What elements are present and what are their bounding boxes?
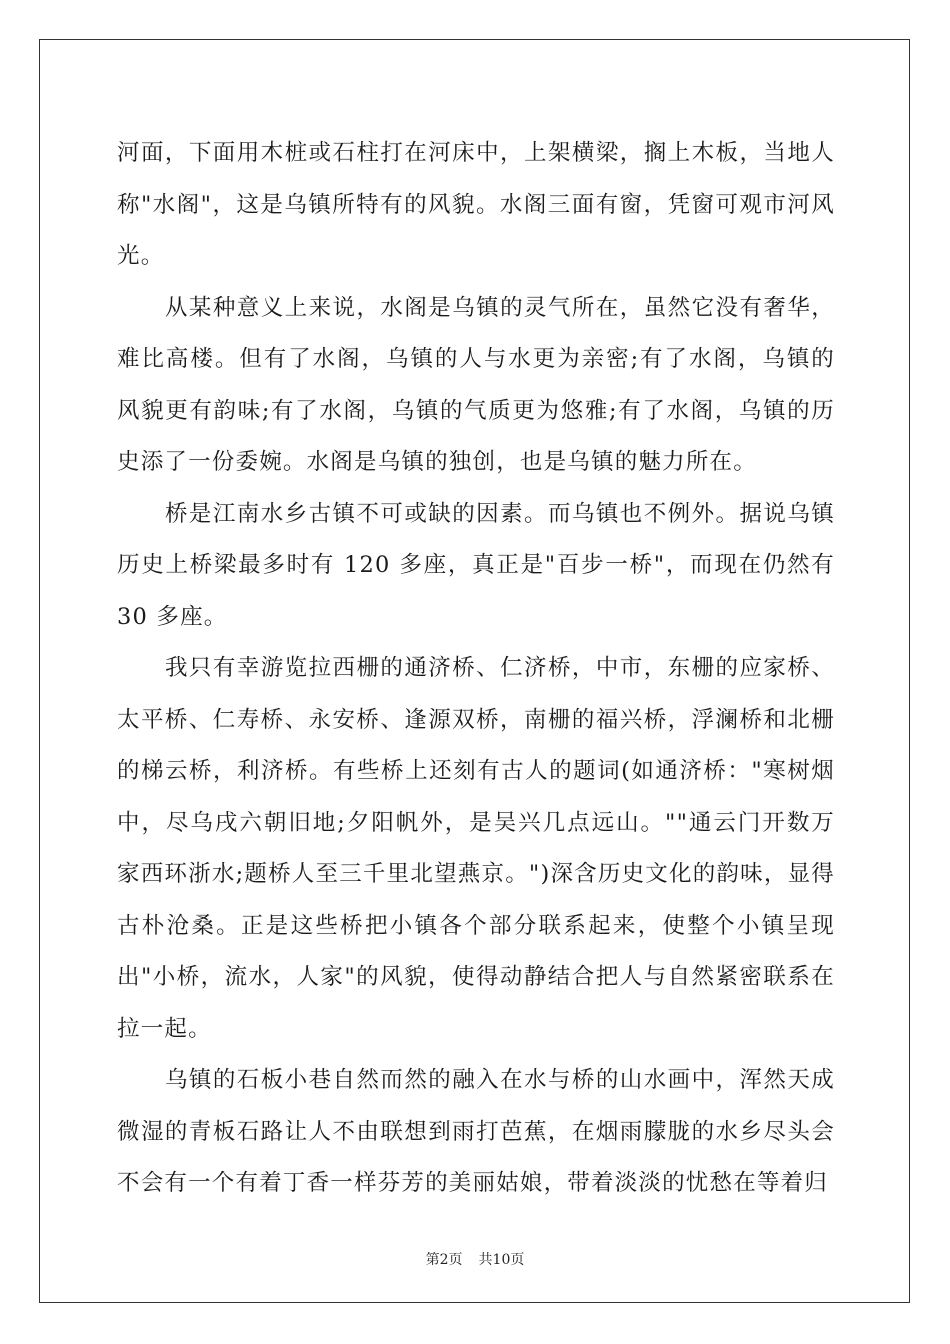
paragraph-continued: 河面，下面用木桩或石柱打在河床中，上架横梁，搁上木板，当地人称"水阁"，这是乌镇所特有的风貌。水阁三面有窗，凭窗可观市河风光。 bbox=[117, 140, 835, 269]
document-body bbox=[117, 128, 835, 1210]
paragraph-bridges-list: 我只有幸游览拉西栅的通济桥、仁济桥，中市，东栅的应家桥、太平桥、仁寿桥、永安桥、逢源双桥，南栅的福兴桥，浮澜桥和北栅的梯云桥，利济桥。有些桥上还刻有古人的题词(如通济桥："寒树烟中，尽乌戌六朝旧地;夕阳帆外，是吴兴几点远山。""通云门开数万家西环浙水;题桥人至三千里北望燕京。")深含历史文化的韵味，显得古朴沧桑。正是这些桥把小镇各个部分联系起来，使整个小镇呈现出"小桥，流水，人家"的风貌，使得动静结合把人与自然紧密联系在拉一起。 bbox=[117, 655, 835, 1042]
paragraph-water-pavilion: 从某种意义上来说，水阁是乌镇的灵气所在，虽然它没有奢华，难比高楼。但有了水阁，乌镇的人与水更为亲密;有了水阁，乌镇的风貌更有韵味;有了水阁，乌镇的气质更为悠雅;有了水阁，乌镇的历史添了一份委婉。水阁是乌镇的独创，也是乌镇的魅力所在。 bbox=[117, 294, 835, 475]
page-total: 共10页 bbox=[478, 1252, 525, 1268]
paragraph-stone-lanes: 乌镇的石板小巷自然而然的融入在水与桥的山水画中，浑然天成微湿的青板石路让人不由联想到雨打芭蕉，在烟雨朦胧的水乡尽头会不会有一个有着丁香一样芬芳的美丽姑娘，带着淡淡的忧愁在等着归 bbox=[117, 1067, 835, 1196]
paragraph-bridges-count: 桥是江南水乡古镇不可或缺的因素。而乌镇也不例外。据说乌镇历史上桥梁最多时有 120 多座，真正是"百步一桥"，而现在仍然有 30 多座。 bbox=[117, 500, 835, 630]
page-footer bbox=[0, 1249, 950, 1269]
page-number: 第2页 bbox=[425, 1252, 463, 1268]
